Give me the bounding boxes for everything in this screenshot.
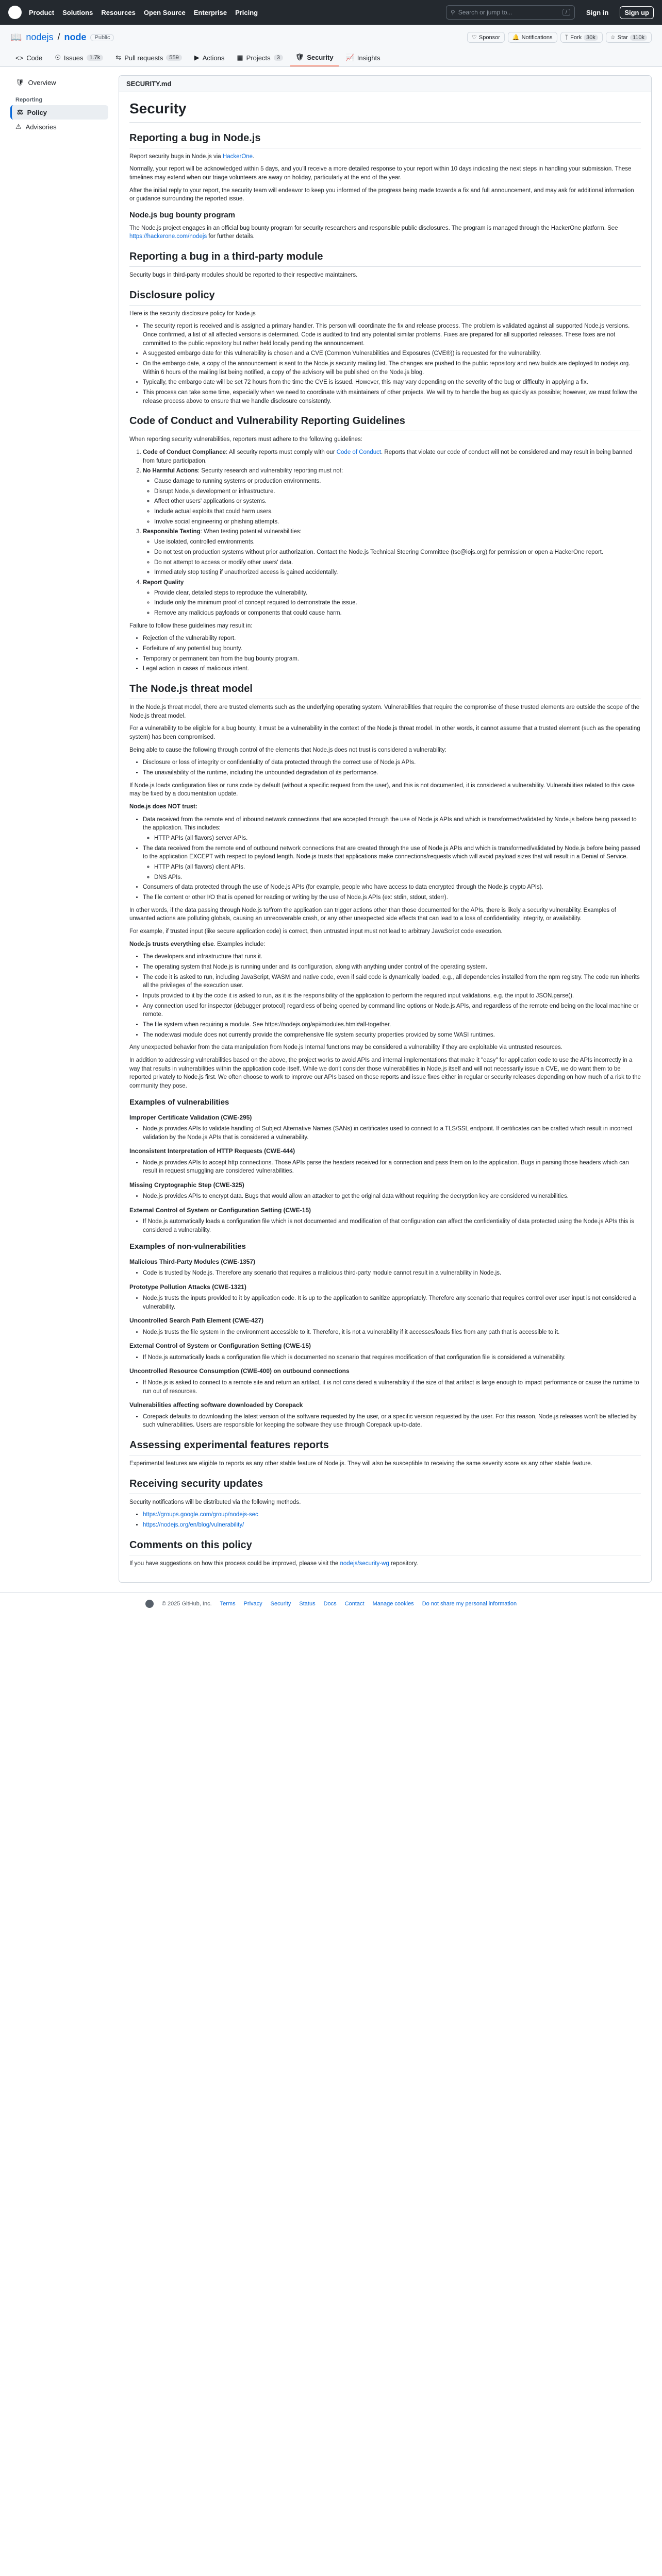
nonexample-title: Malicious Third-Party Modules (CWE-1357) (129, 1258, 256, 1265)
file-name: SECURITY.md (119, 76, 651, 92)
tab-code[interactable]: <> Code (15, 54, 43, 62)
list-item: ◦ HTTP APIs (all flavors) client APIs. (154, 863, 641, 872)
nonexample-title: Prototype Pollution Attacks (CWE-1321) (129, 1283, 246, 1291)
trusts-list (143, 953, 641, 1039)
heart-icon: ♡ (472, 35, 477, 41)
list-item: • Rejection of the vulnerability report. (143, 634, 641, 643)
footer-link-manage-cookies[interactable]: Manage cookies (372, 1601, 414, 1607)
list-item: ◦ Remove any malicious payloads or components that could cause harm. (154, 609, 641, 618)
list-item: • Node.js provides APIs to encrypt data. Bugs that would allow an attacker to get the original data without requiring the decryption key are considered vulnerabilities. (143, 1192, 641, 1201)
list-item: • Node.js provides APIs to validate handling of Subject Alternative Names (SANs) in certificates used to connect to a TLS/SSL endpoint. If certificates can be crafted which result in incorrect validation by the Node.js APIs that is considered a vulnerability. (143, 1125, 641, 1142)
repo-tabs (10, 49, 652, 66)
list-item: ◦ Include actual exploits that could harm users. (154, 507, 641, 516)
github-footer-logo-icon (145, 1600, 154, 1608)
list-item: 4. Report Quality ◦ Provide clear, detailed steps to reproduce the vulnerability. ◦ Include only the minimum proof of concept required to demonstrate the issue. ◦ Remove any malicious payloads or components that could cause harm. (143, 579, 641, 618)
footer-link-privacy[interactable]: Privacy (243, 1601, 262, 1607)
hackerone-nodejs-link[interactable]: https://hackerone.com/nodejs (129, 233, 207, 240)
tab-pull-requests[interactable]: ⇆ Pull requests 559 (110, 49, 187, 66)
heading-bounty: Node.js bug bounty program (129, 210, 235, 219)
pull-request-icon: ⇆ (115, 54, 122, 61)
nav-product[interactable]: Product (29, 8, 55, 16)
nodejs-vulnerability-blog-link[interactable]: https://nodejs.org/en/blog/vulnerability/ (143, 1521, 244, 1528)
list-item: ◦ Involve social engineering or phishing attempts. (154, 518, 641, 527)
nav-solutions[interactable]: Solutions (62, 8, 93, 16)
notrust-list (143, 816, 641, 902)
list-item: • A suggested embargo date for this vulnerability is chosen and a CVE (Common Vulnerabilities and Exposures (CVE®)) is requested for the vulnerability. (143, 349, 641, 358)
list-item: ◦ Cause damage to running systems or production environments. (154, 477, 641, 486)
list-item: • The operating system that Node.js is running under and its configuration, along with anything under control of the operating system. (143, 963, 641, 972)
heading-conduct: Code of Conduct and Vulnerability Reporting Guidelines (129, 414, 641, 431)
shield-alert-icon: ⚠ (15, 123, 22, 130)
list-item: • Forfeiture of any potential bug bounty. (143, 645, 641, 653)
paragraph: Any unexpected behavior from the data manipulation from Node.js Internal functions may be considered a vulnerability if they are exploitable via untrusted resources. (129, 1044, 562, 1051)
sign-in-button[interactable]: Sign in (586, 8, 609, 16)
footer-copyright: © 2025 GitHub, Inc. (161, 1601, 212, 1607)
footer-link-docs[interactable]: Docs (323, 1601, 337, 1607)
list-item: ◦ Affect other users' applications or systems. (154, 497, 641, 506)
list-item: ◦ Use isolated, controlled environments. (154, 538, 641, 547)
list-item: • Node.js provides APIs to accept http connections. Those APIs parse the headers received for a connection and pass them on to the application. Bugs in parsing those headers which can result in request smuggling are considered vulnerabilities. (143, 1159, 641, 1176)
paragraph: In the Node.js threat model, there are trusted elements such as the underlying operating system. Vulnerabilities that require the compromise of these trusted elements are outside the scope of the Node.js threat model. (129, 704, 640, 719)
sidebar-item-overview[interactable]: 🛡 Overview (15, 78, 56, 87)
paragraph: Normally, your report will be acknowledged within 5 days, and you'll receive a more detailed response to your report within 10 days indicating the next steps in handling your submission. These timelines may extend when our triage volunteers are away on holiday, particularly at the end of the year. (129, 166, 632, 181)
footer-link-terms[interactable]: Terms (220, 1601, 236, 1607)
heading-experimental: Assessing experimental features reports (129, 1438, 641, 1455)
list-item: • The unavailability of the runtime, including the unbounded degradation of its performance. (143, 769, 641, 777)
paragraph: Node.js trusts everything else. Examples include: (129, 941, 266, 947)
heading-third-party: Reporting a bug in a third-party module (129, 249, 641, 267)
list-item: • Code is trusted by Node.js. Therefore any scenario that requires a malicious third-party module cannot result in a vulnerability in Node.js. (143, 1269, 641, 1278)
top-navbar (0, 0, 662, 25)
fork-icon: ᛉ (565, 34, 569, 41)
list-item: • Node.js trusts the inputs provided to it by application code. It is up to the application to sanitize appropriately. Therefore any scenario that requires control over user input is not considered a vulnerability. (143, 1294, 641, 1311)
list-item: • If Node.js is asked to connect to a remote site and return an artifact, it is not considered a vulnerability if the size of that artifact is large enough to impact performance or cause the runtime to run out of resources. (143, 1379, 641, 1396)
star-button[interactable]: ☆ Star 110k (606, 32, 652, 43)
repo-owner-link[interactable]: nodejs (26, 32, 54, 42)
footer-link-status[interactable]: Status (299, 1601, 316, 1607)
list-item: • Corepack defaults to downloading the latest version of the software requested by the user, or a specific version requested by the user. For this reason, Node.js releases won't be affected by such vulnerabilities. Users are responsible for keeping the software they use through Corepack up-to-date. (143, 1413, 641, 1430)
threat-list (143, 758, 641, 777)
search-input[interactable]: ⚲ Search or jump to... / (446, 5, 575, 20)
law-icon: ⚖ (17, 108, 23, 116)
repo-name-link[interactable]: node (64, 32, 87, 42)
security-sidebar (10, 75, 108, 1583)
paragraph: Being able to cause the following through control of the elements that Node.js does not trust is considered a vulnerability: (129, 747, 446, 753)
paragraph: After the initial reply to your report, the security team will endeavor to keep you informed of the progress being made towards a fix and full announcement, and may ask for additional information or guidance surrounding the reported issue. (129, 187, 634, 202)
heading-threat-model: The Node.js threat model (129, 682, 641, 699)
paragraph: For example, if trusted input (like secure application code) is correct, then untrusted input must not lead to arbitrary JavaScript code execution. (129, 928, 503, 935)
paragraph: Security notifications will be distributed via the following methods. (129, 1499, 301, 1505)
paragraph: Failure to follow these guidelines may result in: (129, 622, 253, 629)
footer-link-do-not-share[interactable]: Do not share my personal information (422, 1601, 517, 1607)
search-icon: ⚲ (450, 9, 455, 16)
list-item: • Consumers of data protected through the use of Node.js APIs (for example, people who have access to data encrypted through the Node.js crypto APIs). (143, 883, 641, 892)
list-item: ◦ DNS APIs. (154, 873, 641, 882)
heading-reporting: Reporting a bug in Node.js (129, 131, 641, 148)
code-of-conduct-link[interactable]: Code of Conduct (336, 449, 382, 456)
sidebar-heading-reporting: Reporting (15, 97, 42, 103)
list-item: • The file content or other I/O that is opened for reading or writing by the use of Node.js APIs (ex: stdin, stdout, stderr). (143, 893, 641, 902)
guidelines-list (143, 448, 641, 617)
example-title: External Control of System or Configuration Setting (CWE-15) (129, 1207, 311, 1214)
nonexample-title: Vulnerabilities affecting software downloaded by Corepack (129, 1401, 303, 1409)
list-item: • Typically, the embargo date will be set 72 hours from the time the CVE is issued. However, this may vary depending on the severity of the bug or difficulty in applying a fix. (143, 378, 641, 387)
tab-actions[interactable]: ▶ Actions (194, 54, 225, 62)
nonexample-title: Uncontrolled Search Path Element (CWE-427) (129, 1317, 264, 1325)
list-item: • Inputs provided to it by the code it is asked to run, as it is the responsibility of the application to perform the required input validations, e.g. the input to JSON.parse(). (143, 992, 641, 1001)
footer-link-security[interactable]: Security (270, 1601, 291, 1607)
tab-insights[interactable]: 📈 Insights (345, 54, 380, 62)
visibility-badge: Public (90, 34, 114, 41)
list-item: • The developers and infrastructure that runs it. (143, 953, 641, 961)
shield-icon: 🛡 (295, 53, 304, 61)
list-item: • Any connection used for inspector (debugger protocol) regardless of being opened by command line options or Node.js APIs, and regardless of the remote end being on the local machine or remote. (143, 1002, 641, 1019)
bell-icon: 🔔 (512, 35, 520, 41)
example-title: Improper Certificate Validation (CWE-295) (129, 1113, 252, 1121)
list-item: • Node.js trusts the file system in the environment accessible to it. Therefore, it is not a vulnerability if it accesses/loads files from any path that is accessible to it. (143, 1328, 641, 1337)
footer-link-contact[interactable]: Contact (344, 1601, 365, 1607)
list-item: ◦ Do not attempt to access or modify other users' data. (154, 558, 641, 567)
sidebar-item-policy[interactable]: ⚖ Policy (10, 105, 108, 120)
list-item: ◦ Immediately stop testing if unauthorized access is gained accidentally. (154, 568, 641, 577)
list-item: ◦ Disrupt Node.js development or infrastructure. (154, 487, 641, 496)
list-item: • If Node.js automatically loads a configuration file which is documented no scenario that requires modification of that configuration file is considered a vulnerability. (143, 1353, 641, 1362)
list-item: 3. Responsible Testing: When testing potential vulnerabilities: ◦ Use isolated, controlled environments. ◦ Do not test on production systems without prior authorization. Contact the Node.js Technical Steering Committee (tsc@iojs.org) for permission or open a HackerOne report. ◦ Do not attempt to access or modify other users' data. ◦ Immediately stop testing if unauthorized access is gained accidentally. (143, 528, 641, 577)
repo-header: 📖 nodejs / node Public ♡ Sponsor 🔔 Notifications ᛉ Fork 30k ☆ Star 110k <> Code ☉ Issues 1.7k ⇆ Pull requests 559 ▶ Actions ▦ Projects 3 🛡 Security 📈 Insights (0, 25, 662, 67)
heading-updates: Receiving security updates (129, 1477, 641, 1494)
list-item: • The data received from the remote end of outbound network connections that are created through the use of Node.js APIs and which is transformed/validated by Node.js before being passed to the application EXCEPT with respect to payload length. Node.js trusts that applications make connections/requests which will avoid payload sizes that will result in a Denial of Service. ◦ HTTP APIs (all flavors) client APIs. ◦ DNS APIs. (143, 844, 641, 882)
nonexample-title: Uncontrolled Resource Consumption (CWE-400) on outbound connections (129, 1367, 350, 1375)
fork-button[interactable]: ᛉ Fork 30k (560, 32, 603, 43)
nonexample-title: External Control of System or Configuration Setting (CWE-15) (129, 1342, 311, 1350)
heading-comments: Comments on this policy (129, 1538, 641, 1555)
list-item: • Disclosure or loss of integrity or confidentiality of data protected through the correct use of Node.js APIs. (143, 758, 641, 767)
tab-projects[interactable]: ▦ Projects 3 (231, 49, 288, 66)
table-icon: ▦ (237, 54, 243, 61)
list-item: • On the embargo date, a copy of the announcement is sent to the Node.js security mailing list. The changes are pushed to the public repository and new builds are deployed to nodejs.org. Within 6 hours of the mailing list being notified, a copy of the advisory will be published on the Node.js blog. (143, 360, 641, 377)
github-logo-icon[interactable] (8, 6, 22, 19)
example-title: Missing Cryptographic Step (CWE-325) (129, 1181, 244, 1189)
top-nav (29, 9, 258, 16)
paragraph: Report security bugs in Node.js via HackerOne. (129, 153, 255, 160)
list-item: ◦ Provide clear, detailed steps to reproduce the vulnerability. (154, 589, 641, 598)
shield-icon: 🛡 (15, 78, 24, 86)
file-panel (119, 75, 652, 1583)
list-item (143, 1521, 641, 1530)
nav-enterprise[interactable]: Enterprise (193, 8, 227, 16)
updates-list (143, 1511, 641, 1529)
hackerone-link[interactable]: HackerOne (222, 153, 253, 160)
nav-resources[interactable]: Resources (101, 8, 136, 16)
list-item: 2. No Harmful Actions: Security research and vulnerability reporting must not: ◦ Cause damage to running systems or production environments. ◦ Disrupt Node.js development or infrastructure. ◦ Affect other users' applications or systems. ◦ Include actual exploits that could harm users. ◦ Involve social engineering or phishing attempts. (143, 467, 641, 526)
paragraph: The Node.js project engages in an official bug bounty program for security researchers and responsible public disclosures. The program is managed through the HackerOne platform. See https://hackerone.com/nodejs for further details. (129, 225, 618, 240)
code-icon: <> (15, 54, 24, 62)
security-wg-link[interactable]: nodejs/security-wg (340, 1560, 389, 1567)
issue-icon: ☉ (55, 54, 61, 61)
heading-non-examples: Examples of non-vulnerabilities (129, 1242, 246, 1251)
paragraph: Experimental features are eligible to reports as any other stable feature of Node.js. They will also be susceptible to receiving the same severity score as any other stable feature. (129, 1460, 592, 1467)
list-item: • The security report is received and is assigned a primary handler. This person will coordinate the fix and release process. The problem is validated against all supported Node.js versions. Once confirmed, a list of all affected versions is determined. Code is audited to find any potential similar problems. Fixes are prepared for all supported releases. These fixes are not committed to the public repository but rather held locally pending the announcement. (143, 322, 641, 348)
paragraph: For a vulnerability to be eligible for a bug bounty, it must be a vulnerability in the context of the Node.js threat model. In other words, it cannot assume that a trusted element (such as the operating system) has been compromised. (129, 725, 640, 740)
list-item: • If Node.js automatically loads a configuration file which is not documented and modification of that configuration can affect the confidentiality of data protected using the Node.js APIs this is considered a vulnerability. (143, 1217, 641, 1234)
list-item: • Legal action in cases of malicious intent. (143, 665, 641, 673)
failure-list (143, 634, 641, 673)
paragraph: Security bugs in third-party modules should be reported to their respective maintainers. (129, 272, 358, 279)
footer (0, 1592, 662, 1615)
disclosure-list (143, 322, 641, 405)
nodejs-sec-group-link[interactable]: https://groups.google.com/group/nodejs-sec (143, 1512, 258, 1518)
tab-issues[interactable]: ☉ Issues 1.7k (49, 49, 108, 66)
sponsor-button[interactable]: ♡ Sponsor (467, 32, 505, 43)
paragraph: In other words, if the data passing through Node.js to/from the application can trigger actions other than those documented for the APIs, there is likely a security vulnerability. Examples of unwanted actions are polluting globals, causing an unrecoverable crash, or any other unexpected side effects that can lead to a loss of confidentiality, integrity, or availability. (129, 907, 616, 922)
sign-up-button[interactable]: Sign up (620, 6, 654, 19)
graph-icon: 📈 (345, 54, 354, 61)
notifications-button[interactable]: 🔔 Notifications (508, 32, 557, 43)
list-item: • Temporary or permanent ban from the bug bounty program. (143, 655, 641, 664)
paragraph: When reporting security vulnerabilities, reporters must adhere to the following guidelines: (129, 436, 362, 443)
list-item: • The code it is asked to run, including JavaScript, WASM and native code, even if said code is dynamically loaded, e.g., all dependencies installed from the npm registry. The code run inherits all the privileges of the execution user. (143, 973, 641, 990)
repo-icon: 📖 (10, 32, 22, 42)
paragraph: If Node.js loads configuration files or runs code by default (without a specific request from the user), and this is not documented, it is considered a vulnerability. Vulnerabilities related to this case may be fixed by a documentation update. (129, 782, 635, 798)
markdown-body (119, 92, 651, 1582)
nav-open-source[interactable]: Open Source (143, 8, 186, 16)
heading-disclosure: Disclosure policy (129, 288, 641, 306)
tab-security[interactable]: 🛡 Security (290, 49, 339, 66)
nav-pricing[interactable]: Pricing (235, 8, 258, 16)
example-title: Inconsistent Interpretation of HTTP Requests (CWE-444) (129, 1147, 295, 1155)
list-item: • The node:wasi module does not currently provide the comprehensive file system security properties provided by some WASI runtimes. (143, 1031, 641, 1040)
paragraph: Node.js does NOT trust: (129, 803, 197, 810)
paragraph: Here is the security disclosure policy for Node.js (129, 310, 256, 317)
star-icon: ☆ (610, 35, 616, 41)
list-item: • Data received from the remote end of inbound network connections that are accepted through the use of Node.js APIs and which is transformed/validated by Node.js before being passed to the application. This includes: ◦ HTTP APIs (all flavors) server APIs. (143, 816, 641, 843)
sidebar-item-advisories[interactable]: ⚠ Advisories (15, 123, 57, 131)
paragraph: If you have suggestions on how this process could be improved, please visit the nodejs/security-wg repository. (129, 1560, 418, 1567)
list-item: • The file system when requiring a module. See https://nodejs.org/api/modules.html#all-together. (143, 1021, 641, 1029)
list-item: ◦ Do not test on production systems without prior authorization. Contact the Node.js Technical Steering Committee (tsc@iojs.org) for permission or open a HackerOne report. (154, 548, 641, 557)
list-item: ◦ HTTP APIs (all flavors) server APIs. (154, 834, 641, 843)
list-item (143, 1511, 641, 1519)
page-title: Security (129, 98, 641, 123)
list-item: 1. Code of Conduct Compliance: All security reports must comply with our Code of Conduct. Reports that violate our code of conduct will not be considered and may result in being banned from future participation. (143, 448, 641, 465)
paragraph: In addition to addressing vulnerabilities based on the above, the project works to avoid APIs and internal implementations that make it "easy" for application code to use the APIs incorrectly in a way that results in vulnerabilities within the application code itself. While we don't consider those vulnerabilities in Node.js itself and will not necessarily issue a CVE, we do want them to be reported privately to Node.js first. We often choose to work to improve our APIs based on those reports and issue fixes either in regular or security releases depending on how much of a risk to the community they pose. (129, 1057, 641, 1090)
play-icon: ▶ (194, 54, 200, 61)
list-item: ◦ Include only the minimum proof of concept required to demonstrate the issue. (154, 599, 641, 607)
list-item: • This process can take some time, especially when we need to coordinate with maintainers of other projects. We will try to handle the bug as quickly as possible; however, we must follow the release process above to ensure that we handle disclosure consistently. (143, 388, 641, 405)
heading-examples: Examples of vulnerabilities (129, 1097, 229, 1107)
